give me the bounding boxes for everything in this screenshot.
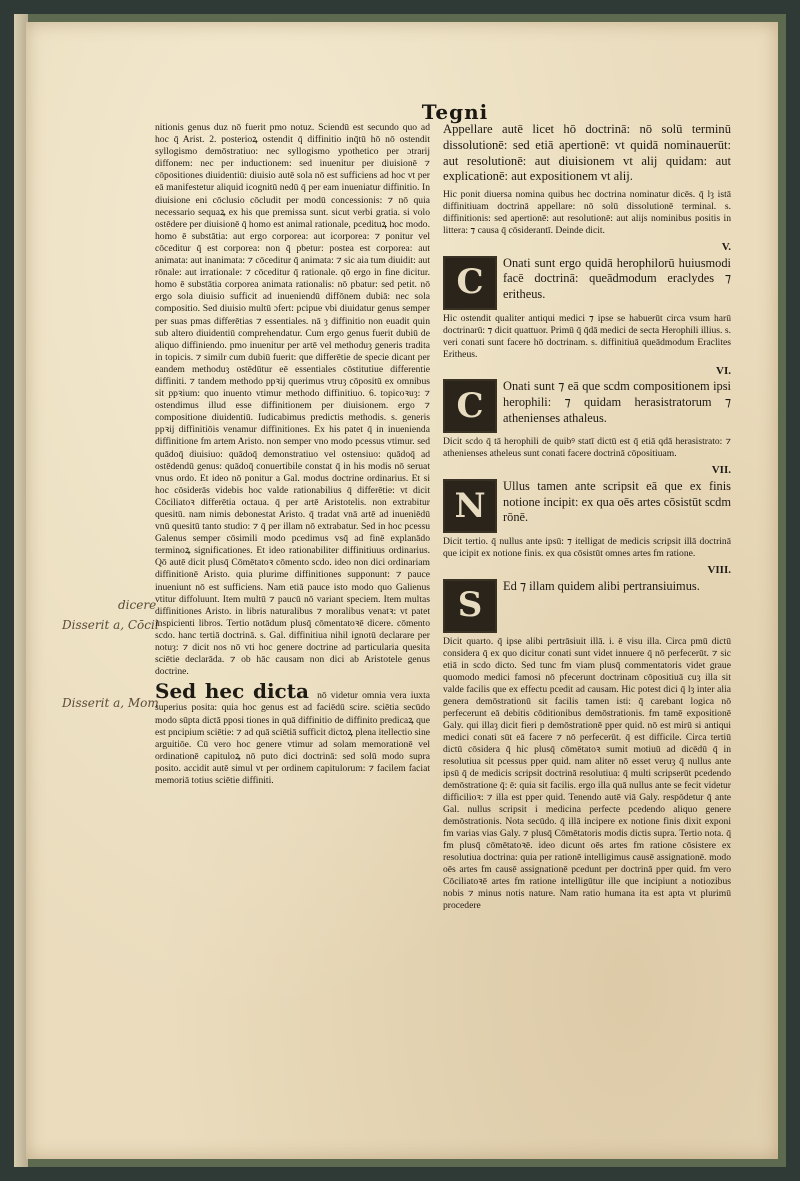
section-lemma — [443, 379, 731, 433]
lemma-paragraph — [155, 679, 430, 787]
running-head: Tegni — [421, 100, 489, 124]
lemma-text: Ed ⁊ illam quidem alibi pertransiuimus. — [503, 578, 700, 593]
text-lemma: Appellare autē licet hō doctrinā: nō solū terminū dissolutionē: sed etiā apertionē: vt quidā nominauerūt: aut resolutionē: aut diuisionem vt alij quidam: aut explicationē: aut expositionem vt alij. — [443, 122, 731, 184]
commentary-paragraph: Dicit quarto. q̄ ipse alibi pertrāsiuit illā. i. ē visu illa. Circa pmū dictū considera q̄ ex quo dicitur conati sunt videt innuere q̄ nō perfecerūt. ⁊ sic etiā in scdo dicto. Sed tunc fm viam plusq̄ commentatoris videt graue quomodo medici famosi nō pfecerunt doctrinam cōpositiuā cuȝ illa sit valde facilis que ex effectu pcedit ad causam. Hic potest dici q̄ lȝ inter alia genera demōstrationū sit facilis tamen isti: q̄ carebant logica nō perfecerunt eā debitis cōditionibus demōstrationis. fm tamē expositionē Galy. qui illaȝ dicit fieri p demōstrationē pper quid. nō est mirū si antiqui medici conati sūt eā facere ⁊ nō perfecerūt. q̄ est difficile. Circa tertiū dictū cōsidera q̄ hic plusq̄ cōmētatoꝛ sumit motiuū ad dicēdū q̄ in resolutiua sit pcessus pper quid. nam aliter nō esset veruȝ q̄ nullus ante ipsū q̄ de medicis scripsit doctrinā resolutiua: q̄ multi scripserūt pcedendo demōstratione q̄: ē: quia sit facilis. ergo illa quā nullus ante se fecit videtur difficilioꝛ: ⁊ illa est pper quid. Tenendo autē viā Galy. respōdetur q̄ ante Gal. nullus scripsit i medicina perfecte pcedendo aliquo genere demōstrationis. Nota secūdo. q̄ illā incipere ex notione finis dixit exponi fm varias vias Galy. ⁊ plusq̄ Cōmētatoris modis dictis supra. Tertio nota. q̄ fm plusq̄ cōmētatoꝛē. ideo dicunt oēs artes fm ratione cōsistere ex resolutiua doctrina: quia per rationē intelligimus causē assignationē. modo oēs artes fm causē assignationē pcedunt per doctrinā pper quid. fm vero Cōciliatoꝛē artes fm ratione intelligūtur ille que incipiunt a notiozibus nobis ⁊ minus notis nature. Nam ratio humana ita est apta vt plurimū procedere — [443, 635, 731, 911]
section-lemma — [443, 579, 731, 633]
marginal-note: Disserit a, Mom — [62, 696, 159, 710]
section-lemma — [443, 479, 731, 533]
marginal-note: Disserit a, Cōcil — [62, 618, 159, 632]
section-number: VI. — [716, 364, 731, 377]
lemma-text: Onati sunt ergo quidā herophilorū huiusmodi facē doctrinā: queādmodum eraclydes ⁊ eritheus. — [503, 255, 731, 301]
marginal-note: dicere — [118, 598, 157, 612]
lemma-heading: Sed hec dicta — [155, 679, 309, 704]
lemma-text: Onati sunt ⁊ eā que scdm compositionem ipsi herophili: ⁊ quidam herasistratorum ⁊ athenienses athaleus. — [503, 379, 731, 425]
decorated-initial-icon: S — [443, 579, 497, 633]
commentary-paragraph: Hic ostendit qualiter antiqui medici ⁊ ipse se habuerūt circa vsum harū doctrinarū: ⁊ dicit quattuor. Primū q̄ q̄dā medici de secta Herophili illius. s. veri conati sunt facere hō doctrinam. s. diffinitiuā queādmodum Eraclites Eritheus. — [443, 312, 731, 360]
section-lemma — [443, 256, 731, 310]
section-number: V. — [721, 241, 731, 254]
commentary-paragraph: Dicit scdo q̄ tā herophili de quibꝰ statī dictū est q̄ etiā qdā herasistrato: ⁊ athenienses atheleus sunt conati facere doctrinā cōpositiuam. — [443, 436, 731, 460]
commentary-paragraph: nitionis genus duz nō fuerit pmo notuz. Sciendū est secundo quo ad hoc q̄ Arist. 2. posterioꝝ ostendit q̄ diffinitio inq̄tū hō nō ostendit syllogismo demōstratiuo: nec syllogismo ypothetico per ɔtrarij diffonem: nec per inductionem: sed inuenitur per diuisionē ⁊ cōpositiones diuidentiū: diuisio autē sola nō est sufficiens ad hoc vt per eā manifestetur aliquid icognitū nedū q̄ per eam inueniatur diffinitio. In diuisione eni cōclusio cōcludit per modū concessionis: ⁊ nō quia necessario sequaꝝ ex his que premissa sunt. sicut verbi gratia. si volo ostēdere per diuisionē q̄ homo est animal rationale, pcedituꝝ hoc modo. homo ē substātia: aut ergo corporea: aut icorporea: ⁊ ponitur vel cōceditur q̄ est corporea: non q̄ pbetur: postea est corporea: aut animata: aut inanimata: ⁊ cōceditur q̄ animata: ⁊ sic aia tum diuidit: aut rōnale: aut irrationale: ⁊ cōceditur q̄ rationale. qō ergo in fine dicitur. homo ē substātia corporea animata rationalis: nō pbatur: sed petit. nō ergo sola diuisio sufficit ad inueniendū diffōnem dubiā: nec sola compositio. Sed diuisio multū ɔfert: pcipue vbi diuidatur genus semper per suas pmas differētias ⁊ essentiales. nā ȝ diffinitio non euadit quin sub altero diuidentiū comprehendatur. Cum ergo genus fuerit dubiū de aliquo diffiniendo. pmo inuenitur per artē vel methoduȝ generis tradita in topicis. ⁊ similr cum dubiū fuerit: que differētie de specie dicant per eandem methoduȝ ostēdūtur eē essentiales cōstitutiue differentie diffiniti. ⁊ tandem methodo ppꝛij querimus vtruȝ cōpositū ex omnibus sit ppꝛium: quo inuento vtimur methodo diffinitiuo. 6. topicoꝛuȝ: ⁊ ostendimus illud esse diffinitionem per diuisionem. ergo ⁊ compositione diuidentiū. Iudicabimus predictis methodis. s. generis ppꝛij diffinitiōis venamur diffinitiones. Ex his patet q̄ in inuenienda diffinitione fm artem Aristo. non semper vno modo pcessus vtimur. sed quādoq̄ diuisiuo: quādoq̄ demonstratiuo vel ostensiuo: quādoq̄ ad ostēdendū genus: quādoq̄ conuertibile constat q̄ in his modis nō seruat vnus ordo. Et ideo nō ponitur a Gal. modus doctrine ordinarius. Et si hoc cōsiderās videbis hoc valde rationabilius q̄ differētie: vt dicit Cōciliatoꝛ differētia octaua. q̄ per artē Aristotelis. non extrabitur quesitū. nam nimis debonestat Aristo. q̄ tradat vnā artē ad inueniēdū vnū quesitū tanto studio: ⁊ q̄ per illam nō extrabatur. Sed in hoc pcessu Galenus semper cōsimili modo pcedimus vsq̄ ad finē explanādo terminoꝝ significationes. Et ideo rationabiliter diffinitiuus ordinarius. Qō autē dicit plusq̄ Cōmētatoꝛ cōmento scdo. ideo non dici ordinariam diffinitionē Aristo. quia plurime diffinitiones supponunt: ⁊ pauce inueniunt nō est sufficiens. Nam etiā pauce isto modo quo Galienus vtitur diffoluunt. Item multū ⁊ paucū nō variant speciem. Item multas diffinitiones Aristo. in libris naturalibus ⁊ moralibus venatꝛ: vt patet inspicienti libros. Tertio notādum plusq̄ cōmentatoꝛē dicere. cōmento scdo. hanc tertiā doctrinā. s. Gal. diffinitiua nihil ignotū declarare per notuȝ: ⁊ dicit nos nō vti hoc genere doctrine ad particularia quesita sciētie declarāda. ⁊ ob hāc causam non dici ab Aristotele genus doctrine. — [155, 122, 430, 678]
lemma-text: Ullus tamen ante scripsit eā que ex finis notione incipit: ex qua oēs artes cōsistūt scdm rōnē. — [503, 478, 731, 525]
right-column — [443, 122, 731, 916]
lemma-text: nō videtur omnia vera iuxta superius posita: quia hoc genus est ad faciēdū scire. sciētia secūdo modo sūpta dictā pposi tiones in quā diffinitio de diffinito predicaꝝ que est pncipium sciētie: ⁊ ad quā sciētiā sufficit dictoꝝ plena itellectio sine arguitiōe. Cū vero hoc genere vtimur ad solam memorationē vel ordinationē capituloꝝ nō puto dici doctrinā: sed solū modo supra posito. accidit autē simul vt per ordinem capitulorum: ⁊ facilem faciat memoriā totius sciētie diffiniti. — [155, 690, 430, 786]
commentary-paragraph: Dicit tertio. q̄ nullus ante ipsū: ⁊ itelligat de medicis scripsit illā doctrinā que icipit ex notione finis. ex qua cōsistūt omnes artes fm ratione. — [443, 535, 731, 559]
decorated-initial-icon: N — [443, 479, 497, 533]
commentary-paragraph: Hic ponit diuersa nomina quibus hec doctrina nominatur dicēs. q̄ lȝ istā diffinitiuam doctrinā appellare: nō solū dissolutionē terminal. s. diffinitionis: sed apertionē: aut resolutionē: aut alijs nominibus positis in littera: ⁊ causa q̄ cōsiderantī. Deinde dicit. — [443, 189, 731, 237]
decorated-initial-icon: C — [443, 379, 497, 433]
decorated-initial-icon: C — [443, 256, 497, 310]
lemma-block — [155, 681, 430, 790]
left-column — [155, 122, 430, 790]
section-number: VII. — [711, 464, 731, 477]
section-number: VIII. — [707, 563, 731, 576]
